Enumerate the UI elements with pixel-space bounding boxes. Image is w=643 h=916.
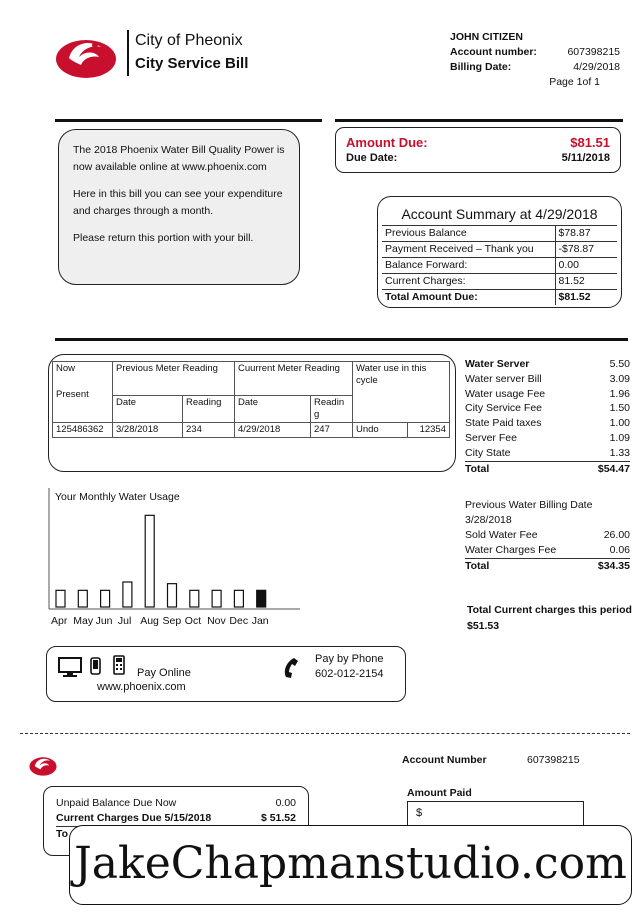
chart-tick-label: May bbox=[73, 615, 94, 627]
curr-date: 4/29/2018 bbox=[235, 423, 311, 438]
amount-paid-label: Amount Paid bbox=[407, 787, 472, 799]
charge-label: City State bbox=[465, 446, 511, 459]
unpaid-value: 0.00 bbox=[275, 797, 296, 809]
stub-total-label: To bbox=[56, 828, 69, 840]
calculator-phone-icon bbox=[113, 655, 125, 675]
charge-value: 1.50 bbox=[609, 402, 630, 415]
prev-total-value: $34.35 bbox=[597, 560, 630, 572]
water-use-header: Water use in this cycle bbox=[353, 362, 450, 423]
dollar-prefix: $ bbox=[416, 807, 423, 819]
summary-total-value: $81.52 bbox=[555, 290, 617, 306]
summary-label: Payment Received – Thank you bbox=[382, 242, 555, 258]
use-value: 12354 bbox=[408, 423, 450, 438]
charge-label: Sold Water Fee bbox=[465, 529, 538, 541]
mobile-phone-icon bbox=[90, 657, 101, 675]
chart-bar bbox=[257, 590, 266, 607]
unpaid-label: Unpaid Balance Due Now bbox=[56, 797, 177, 809]
summary-label: Previous Balance bbox=[382, 226, 555, 242]
curr-reading-header: Cuurrent Meter Reading bbox=[235, 362, 353, 396]
charges-list bbox=[465, 357, 630, 476]
current-period-value: $51.53 bbox=[467, 620, 500, 632]
chart-tick-label: Jan bbox=[251, 615, 269, 627]
chart-bar bbox=[212, 590, 221, 607]
curr-reading-col-wrap: g bbox=[314, 409, 320, 420]
account-number-label: Account number: bbox=[450, 46, 537, 58]
pay-online-url[interactable]: www.phoenix.com bbox=[97, 681, 186, 693]
prev-date: 3/28/2018 bbox=[113, 423, 183, 438]
summary-table bbox=[382, 225, 617, 305]
account-number-value: 607398215 bbox=[567, 46, 620, 58]
chart-bar bbox=[78, 590, 87, 607]
summary-value: -$78.87 bbox=[555, 242, 617, 258]
summary-label: Current Charges: bbox=[382, 274, 555, 290]
due-date-label: Due Date: bbox=[346, 152, 398, 164]
charge-label: City Service Fee bbox=[465, 402, 543, 415]
prev-reading-col: Reading bbox=[183, 396, 235, 423]
meter-present-label: Present bbox=[56, 389, 89, 400]
prev-billing-date: 3/28/2018 bbox=[465, 514, 512, 526]
charge-label: Water usage Fee bbox=[465, 387, 546, 400]
charge-value: 1.33 bbox=[609, 446, 630, 459]
summary-label: Balance Forward: bbox=[382, 258, 555, 274]
current-period bbox=[467, 602, 637, 634]
account-header bbox=[450, 30, 620, 90]
charge-value: 1.00 bbox=[609, 417, 630, 430]
table-row bbox=[53, 423, 450, 438]
info-paragraph: Here in this bill you can see your expenditure and charges through a month. bbox=[73, 188, 283, 217]
charge-value: 26.00 bbox=[603, 529, 630, 541]
chart-tick-label: Jun bbox=[95, 615, 113, 627]
city-name: City of Pheonix bbox=[135, 32, 243, 49]
chart-tick-label: Sep bbox=[162, 615, 182, 627]
account-summary-title: Account Summary at 4/29/2018 bbox=[401, 206, 598, 222]
amount-due-box bbox=[335, 127, 621, 173]
table-row bbox=[382, 226, 617, 242]
chart-bar bbox=[234, 590, 243, 607]
curr-reading: 247 bbox=[311, 423, 353, 438]
chart-tick-label: Oct bbox=[184, 615, 202, 627]
amount-paid-input[interactable] bbox=[407, 801, 584, 826]
info-paragraph: The 2018 Phoenix Water Bill Quality Power is now available online at www.phoenix.com bbox=[73, 144, 285, 173]
summary-total-label: Total Amount Due: bbox=[382, 290, 555, 306]
tear-line bbox=[20, 733, 630, 734]
previous-billing bbox=[465, 498, 630, 574]
chart-tick-label: Jul bbox=[117, 615, 132, 627]
prev-reading-header: Previous Meter Reading bbox=[113, 362, 235, 396]
pay-phone-number[interactable]: 602-012-2154 bbox=[315, 668, 384, 680]
header-divider bbox=[127, 30, 129, 76]
chart-bar bbox=[168, 584, 177, 607]
stub-account-label: Account Number bbox=[402, 754, 487, 766]
chart-bar bbox=[190, 590, 199, 607]
current-charges-label: Current Charges Due 5/15/2018 bbox=[56, 812, 212, 824]
chart-bar bbox=[145, 515, 154, 607]
divider-line bbox=[55, 338, 628, 341]
info-paragraph: Please return this portion with your bill. bbox=[73, 232, 254, 244]
chart-title: Your Monthly Water Usage bbox=[55, 491, 180, 503]
charge-value: 0.06 bbox=[609, 544, 630, 556]
billing-date-label: Billing Date: bbox=[450, 61, 512, 73]
prev-billing-label: Previous Water Billing Date bbox=[465, 499, 593, 511]
phoenix-logo-small-icon bbox=[28, 752, 58, 778]
meter-reading-box bbox=[48, 354, 456, 472]
meter-table bbox=[52, 361, 450, 438]
summary-value: 0.00 bbox=[555, 258, 617, 274]
watermark-banner: JakeChapmanstudio.com bbox=[69, 825, 632, 905]
charge-value: 1.96 bbox=[609, 387, 630, 400]
pay-online-label: Pay Online bbox=[137, 667, 191, 679]
prev-total-label: Total bbox=[465, 560, 490, 572]
table-row bbox=[382, 274, 617, 290]
charge-label: State Paid taxes bbox=[465, 417, 542, 430]
amount-due-value: $81.51 bbox=[570, 135, 610, 150]
charge-label: Water Charges Fee bbox=[465, 544, 557, 556]
table-row bbox=[382, 258, 617, 274]
prev-reading: 234 bbox=[183, 423, 235, 438]
prev-date-header: Date bbox=[113, 396, 183, 423]
chart-tick-label: Apr bbox=[51, 615, 68, 627]
current-period-label: Total Current charges this period bbox=[467, 604, 632, 616]
pay-phone-label: Pay by Phone bbox=[315, 653, 384, 665]
curr-date-header: Date bbox=[235, 396, 311, 423]
chart-bar bbox=[123, 582, 132, 607]
charge-label: Server Fee bbox=[465, 431, 517, 444]
charges-total-value: $54.47 bbox=[597, 462, 630, 475]
desktop-monitor-icon bbox=[58, 657, 82, 677]
charge-value: 1.09 bbox=[609, 431, 630, 444]
summary-value: 81.52 bbox=[555, 274, 617, 290]
curr-reading-col: Readin bbox=[314, 397, 345, 408]
charges-total-label: Total bbox=[465, 462, 490, 475]
info-box bbox=[58, 129, 300, 285]
chart-bar bbox=[56, 590, 65, 607]
amount-due-label: Amount Due: bbox=[346, 135, 428, 150]
use-unit: Undo bbox=[353, 423, 408, 438]
telephone-icon bbox=[281, 657, 299, 679]
charge-value: 5.50 bbox=[609, 358, 630, 370]
billing-date-value: 4/29/2018 bbox=[573, 61, 620, 73]
table-row bbox=[382, 290, 617, 306]
stub-account-value: 607398215 bbox=[527, 754, 580, 766]
account-summary bbox=[377, 196, 622, 308]
bill-title: City Service Bill bbox=[135, 55, 249, 72]
chart-tick-label: Nov bbox=[207, 615, 226, 627]
summary-value: $78.87 bbox=[555, 226, 617, 242]
table-row bbox=[382, 242, 617, 258]
chart-tick-label: Aug bbox=[140, 615, 159, 627]
charge-value: 3.09 bbox=[609, 372, 630, 385]
meter-number: 125486362 bbox=[53, 423, 113, 438]
payment-options-box bbox=[46, 646, 406, 702]
chart-tick-label: Dec bbox=[229, 615, 249, 627]
due-date-value: 5/11/2018 bbox=[561, 152, 610, 164]
divider-line bbox=[335, 119, 623, 122]
meter-now-label: Now bbox=[56, 363, 76, 374]
page-number: Page 1of 1 bbox=[549, 76, 600, 88]
charge-label: Water server Bill bbox=[465, 372, 542, 385]
chart-bar bbox=[101, 590, 110, 607]
water-usage-chart bbox=[48, 488, 300, 614]
phoenix-logo-icon bbox=[55, 33, 117, 79]
charge-label: Water Server bbox=[465, 358, 530, 370]
divider-line bbox=[55, 119, 322, 122]
current-charges-value: $ 51.52 bbox=[260, 812, 296, 824]
customer-name: JOHN CITIZEN bbox=[450, 31, 523, 43]
